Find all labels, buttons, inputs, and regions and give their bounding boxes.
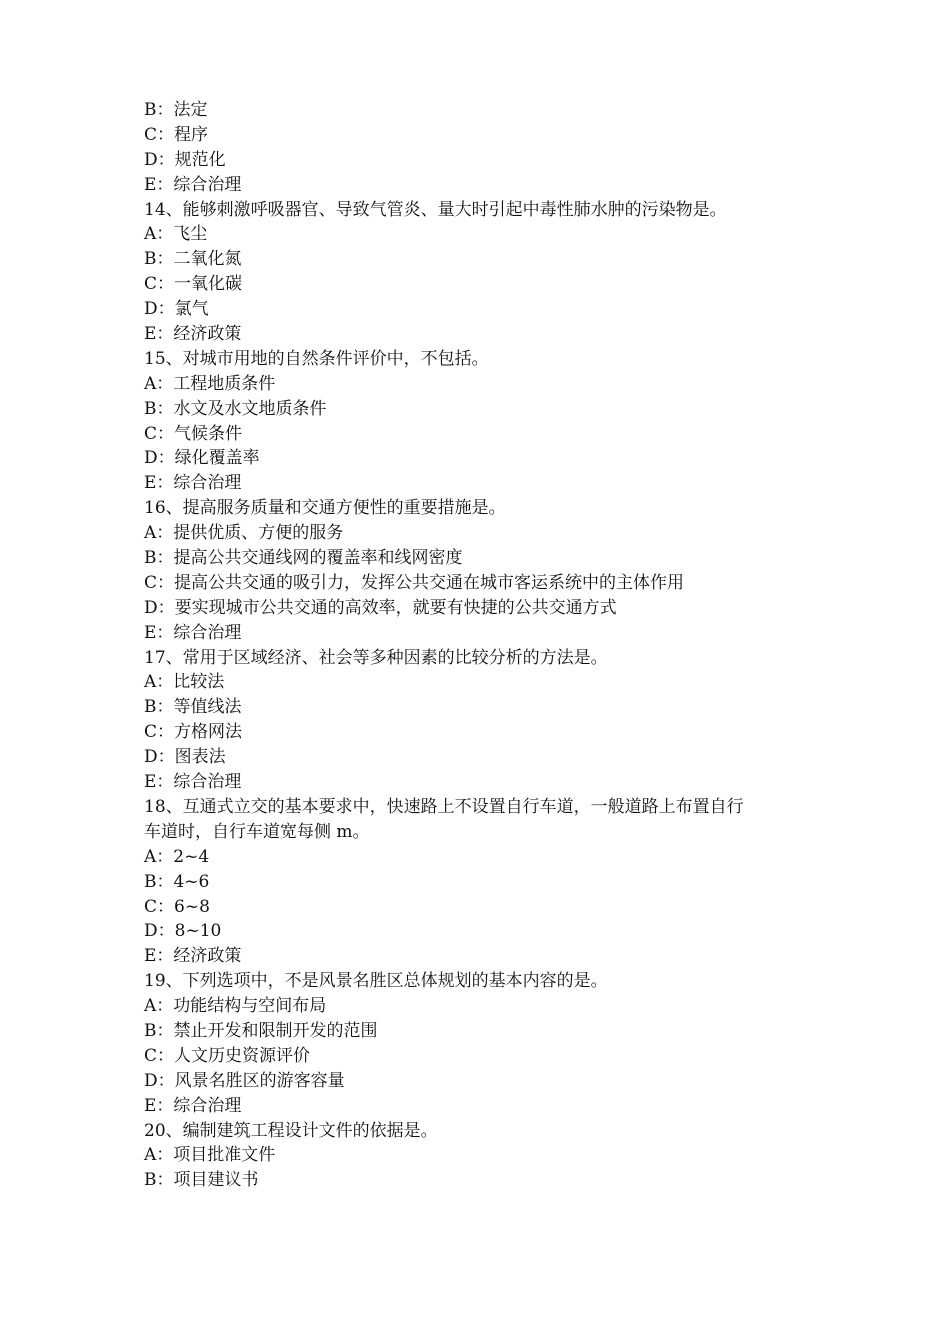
option-line: E：综合治理 bbox=[144, 622, 242, 643]
option-line: B：禁止开发和限制开发的范围 bbox=[144, 1020, 378, 1041]
option-line: D：规范化 bbox=[144, 149, 226, 170]
question-line: 18、互通式立交的基本要求中，快速路上不设置自行车道，一般道路上布置自行 bbox=[144, 796, 744, 817]
option-line: E：综合治理 bbox=[144, 473, 242, 494]
option-line: E：经济政策 bbox=[144, 324, 242, 345]
option-line: D：氯气 bbox=[144, 299, 209, 320]
option-line: A：2~4 bbox=[144, 846, 210, 867]
option-line: C：程序 bbox=[144, 124, 209, 145]
option-line: A：功能结构与空间布局 bbox=[144, 996, 327, 1017]
option-line: C：一氧化碳 bbox=[144, 274, 243, 295]
question-text-block bbox=[144, 98, 814, 1193]
question-line-continued: 车道时，自行车道宽每侧 m。 bbox=[144, 821, 370, 842]
option-line: C：提高公共交通的吸引力，发挥公共交通在城市客运系统中的主体作用 bbox=[144, 572, 685, 593]
option-line: B：4~6 bbox=[144, 871, 210, 892]
question-line: 17、常用于区域经济、社会等多种因素的比较分析的方法是。 bbox=[144, 647, 608, 668]
option-line: D：8~10 bbox=[144, 921, 222, 942]
option-line: B：项目建议书 bbox=[144, 1170, 259, 1191]
question-line: 20、编制建筑工程设计文件的依据是。 bbox=[144, 1120, 438, 1141]
option-line: A：工程地质条件 bbox=[144, 373, 276, 394]
option-line: A：项目批准文件 bbox=[144, 1145, 276, 1166]
option-line: B：等值线法 bbox=[144, 697, 242, 718]
option-line: B：二氧化氮 bbox=[144, 249, 242, 270]
option-line: A：比较法 bbox=[144, 672, 225, 693]
option-line: C：6~8 bbox=[144, 896, 210, 917]
option-line: D：要实现城市公共交通的高效率，就要有快捷的公共交通方式 bbox=[144, 597, 617, 618]
option-line: E：综合治理 bbox=[144, 174, 242, 195]
option-line: E：综合治理 bbox=[144, 1095, 242, 1116]
option-line: C：人文历史资源评价 bbox=[144, 1045, 311, 1066]
option-line: C：气候条件 bbox=[144, 423, 243, 444]
question-line: 19、下列选项中，不是风景名胜区总体规划的基本内容的是。 bbox=[144, 971, 608, 992]
option-line: B：水文及水文地质条件 bbox=[144, 398, 327, 419]
option-line: B：法定 bbox=[144, 100, 208, 120]
option-line: D：风景名胜区的游客容量 bbox=[144, 1070, 345, 1091]
option-line: D：绿化覆盖率 bbox=[144, 448, 260, 469]
option-line: C：方格网法 bbox=[144, 722, 243, 743]
option-line: D：图表法 bbox=[144, 747, 226, 768]
question-line: 15、对城市用地的自然条件评价中，不包括。 bbox=[144, 348, 489, 369]
option-line: A：飞尘 bbox=[144, 224, 208, 245]
option-line: E：经济政策 bbox=[144, 946, 242, 967]
option-line: A：提供优质、方便的服务 bbox=[144, 523, 344, 544]
question-line: 14、能够刺激呼吸器官、导致气管炎、量大时引起中毒性肺水肿的污染物是。 bbox=[144, 199, 727, 220]
option-line: E：综合治理 bbox=[144, 772, 242, 793]
question-line: 16、提高服务质量和交通方便性的重要措施是。 bbox=[144, 498, 506, 519]
option-line: B：提高公共交通线网的覆盖率和线网密度 bbox=[144, 548, 463, 569]
